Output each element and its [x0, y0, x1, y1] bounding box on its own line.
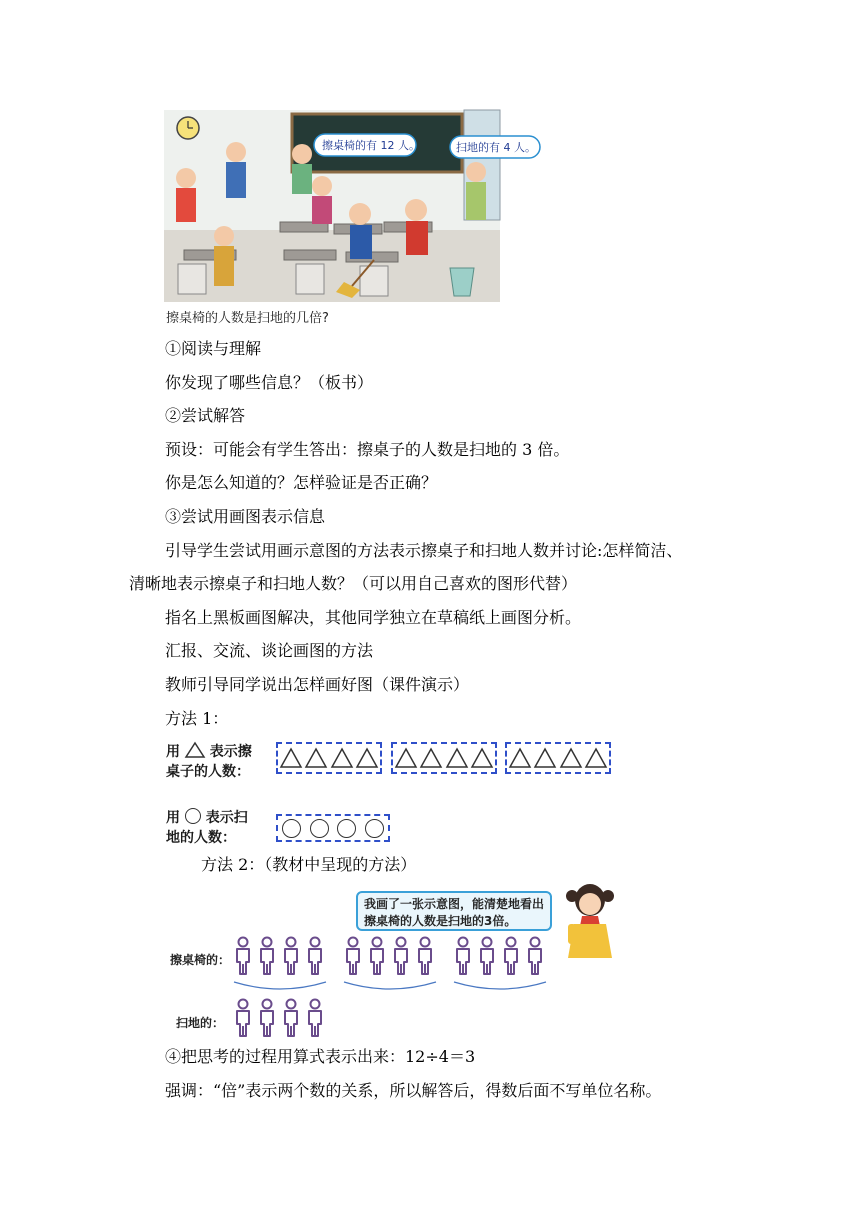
question-1: 你发现了哪些信息？（板书）: [165, 373, 374, 392]
triangle-group-3: [505, 742, 611, 774]
circle-mark: [365, 819, 384, 838]
bubble-right-text: 扫地的有 4 人。: [456, 141, 536, 154]
triangle-mark: [509, 748, 531, 768]
triangle-legend-a: 用: [166, 744, 180, 760]
triangle-mark: [305, 748, 327, 768]
illustration-caption: 擦桌椅的人数是扫地的几倍?: [166, 311, 329, 326]
triangle-mark: [331, 748, 353, 768]
triangle-mark: [280, 748, 302, 768]
triangle-mark: [534, 748, 556, 768]
circle-group: [276, 814, 390, 842]
step-4-equation: ④把思考的过程用算式表示出来：12÷4＝3: [165, 1047, 476, 1066]
teacher-line: 教师引导同学说出怎样画好图（课件演示）: [165, 675, 470, 694]
row-2-label: 扫地的：: [176, 1016, 225, 1030]
triangle-mark: [395, 748, 417, 768]
step-3-heading: ③尝试用画图表示信息: [165, 507, 326, 526]
board-instruction: 指名上黑板画图解决，其他同学独立在草稿纸上画图分析。: [165, 608, 582, 627]
desk-cleaners-group-1: [237, 938, 321, 975]
circle-legend-c: 地的人数：: [166, 830, 236, 846]
sweepers-group: [237, 1000, 321, 1037]
people-diagram: [228, 936, 558, 1042]
guide-line-2: 清晰地表示擦桌子和扫地人数？（可以用自己喜欢的图形代替）: [129, 574, 578, 593]
circle-mark: [310, 819, 329, 838]
triangle-legend-b: 表示擦: [209, 744, 252, 760]
circle-legend: [166, 808, 274, 848]
circle-mark: [337, 819, 356, 838]
row-1-label: 擦桌椅的：: [170, 953, 231, 967]
triangle-mark: [356, 748, 378, 768]
triangle-mark: [560, 748, 582, 768]
method-2-label: 方法 2：（教材中呈现的方法）: [201, 855, 417, 874]
preset-answer: 预设：可能会有学生答出：擦桌子的人数是扫地的 3 倍。: [165, 440, 570, 459]
triangle-mark: [585, 748, 607, 768]
triangle-mark: [471, 748, 493, 768]
guide-line-1: 引导学生尝试用画示意图的方法表示擦桌子和扫地人数并讨论:怎样简洁、: [165, 541, 683, 560]
question-2: 你是怎么知道的？怎样验证是否正确？: [165, 473, 438, 492]
desk-cleaners-group-3: [457, 938, 541, 975]
girl-illustration: [560, 880, 618, 960]
triangle-legend: [166, 742, 274, 782]
circle-legend-a: 用: [166, 810, 180, 826]
method-1-label: 方法 1：: [165, 709, 229, 728]
triangle-group-1: [276, 742, 382, 774]
speech-bubble-right: [450, 136, 540, 158]
triangle-mark: [420, 748, 442, 768]
triangle-mark: [446, 748, 468, 768]
circle-icon: [185, 808, 201, 824]
triangle-group-2: [391, 742, 497, 774]
emphasis-note: 强调：“倍”表示两个数的关系，所以解答后，得数后面不写单位名称。: [165, 1081, 662, 1100]
girl-speech-bubble: 我画了一张示意图，能清楚地看出擦桌椅的人数是扫地的3倍。: [356, 891, 552, 931]
classroom-illustration: [164, 110, 536, 302]
circle-legend-b: 表示扫: [205, 810, 248, 826]
desk-cleaners-group-2: [347, 938, 431, 975]
bubble-left-text: 擦桌椅的有 12 人。: [322, 139, 420, 152]
triangle-legend-c: 桌子的人数：: [166, 764, 250, 780]
step-2-heading: ②尝试解答: [165, 406, 246, 425]
triangle-icon: [185, 742, 205, 758]
step-1-heading: ①阅读与理解: [165, 339, 262, 358]
speech-bubble-left: [314, 134, 420, 156]
circle-mark: [282, 819, 301, 838]
report-line: 汇报、交流、谈论画图的方法: [165, 641, 374, 660]
